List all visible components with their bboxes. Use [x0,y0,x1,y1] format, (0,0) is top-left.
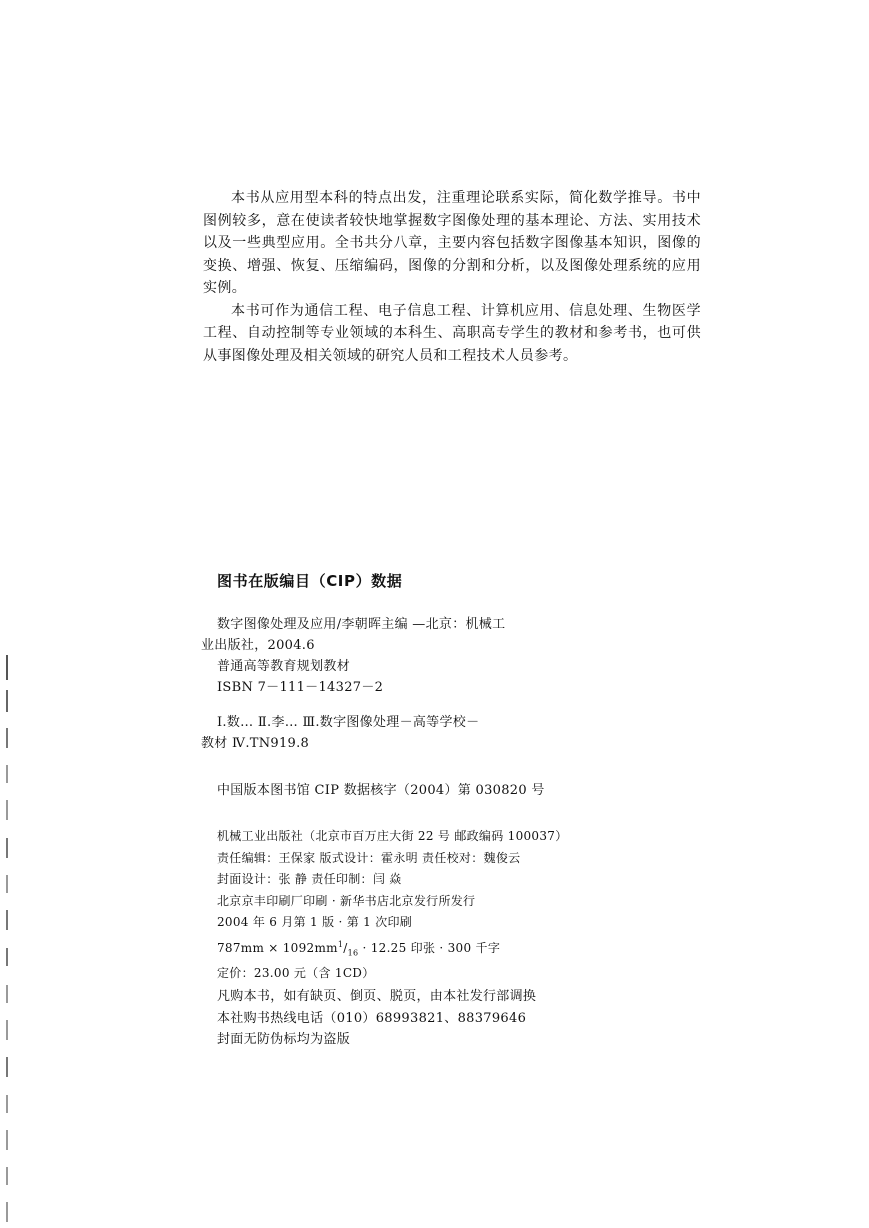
scan-edge-mark [6,800,8,820]
cip-line: Ⅰ.数… Ⅱ.李… Ⅲ.数字图像处理－高等学校－ [217,715,480,730]
format-fraction-denominator: 16 [347,947,359,957]
publisher-line: $787mm \times 1092mm^1/_{16} \cdot 12.25$ 印张 · 300 千字 [217,939,501,957]
scan-edge-mark [6,728,8,748]
scan-edge-mark [6,1057,8,1077]
publisher-line: 机械工业出版社（北京市百万庄大街 22 号 邮政编码 100037） [217,829,568,843]
abstract-paragraph: 本书可作为通信工程、电子信息工程、计算机应用、信息处理、生物医学工程、自动控制等专业领域的本科生、高职高专学生的教材和参考书，也可供从事图像处理及相关领域的研究人员和工程技术人员参考。 [203,302,701,364]
publisher-line: 北京京丰印刷厂印刷 · 新华书店北京发行所发行 [217,893,476,908]
scan-edge-mark [6,838,8,858]
cip-line: ISBN 7－111－14327－2 [217,680,384,695]
scan-edge-mark [6,690,8,712]
scan-edge-mark [6,1202,8,1222]
abstract-paragraph: 本书从应用型本科的特点出发，注重理论联系实际，简化数学推导。书中图例较多，意在使读者较快地掌握数字图像处理的基本理论、方法、实用技术以及一些典型应用。全书共分八章，主要内容包括数字图像基本知识，图像的变换、增强、恢复、压缩编码，图像的分割和分析，以及图像处理系统的应用实例。 [203,190,701,296]
scan-edge-mark [6,875,8,893]
format-details: · 12.25 印张 · 300 千字 [358,940,501,955]
publisher-line: 封面设计：张 静 责任印制：闫 焱 [217,872,402,886]
format-size: 787mm × 1092mm [217,940,338,955]
scan-edge-mark [6,765,8,783]
book-abstract [203,187,701,367]
cip-line: 普通高等教育规划教材 [217,659,351,674]
scan-edge-mark [6,1020,8,1040]
scan-edge-mark [6,1167,8,1185]
cip-heading: 图书在版编目（CIP）数据 [217,572,403,590]
scan-edge-mark [6,985,8,1003]
cip-line: 业出版社，2004.6 [201,638,315,653]
notice-line: 凡购本书，如有缺页、倒页、脱页，由本社发行部调换 [217,989,537,1004]
format-fraction-numerator: 1 [337,939,344,949]
scan-edge-mark [6,1130,8,1150]
scan-edge-mark [6,655,8,680]
publisher-line: 定价：23.00 元（含 1CD） [217,966,375,981]
cip-verification: 中国版本图书馆 CIP 数据核字（2004）第 030820 号 [217,783,545,798]
purchase-notice [217,986,536,1051]
cip-record [201,614,641,754]
notice-line: 封面无防伪标均为盗版 [217,1032,351,1047]
cip-line: 教材 Ⅳ.TN919.8 [201,736,310,751]
scan-edge-mark [6,1095,8,1113]
scan-edge-mark [6,910,8,930]
publisher-line: 2004 年 6 月第 1 版 · 第 1 次印刷 [217,915,413,929]
publisher-line: 责任编辑：王保家 版式设计：霍永明 责任校对：魏俊云 [217,850,521,865]
scan-edge-mark [6,948,8,966]
cip-line: 数字图像处理及应用/李朝晖主编 —北京：机械工 [217,617,506,632]
notice-line: 本社购书热线电话（010）68993821、88379646 [217,1010,527,1026]
publisher-info [217,826,568,985]
